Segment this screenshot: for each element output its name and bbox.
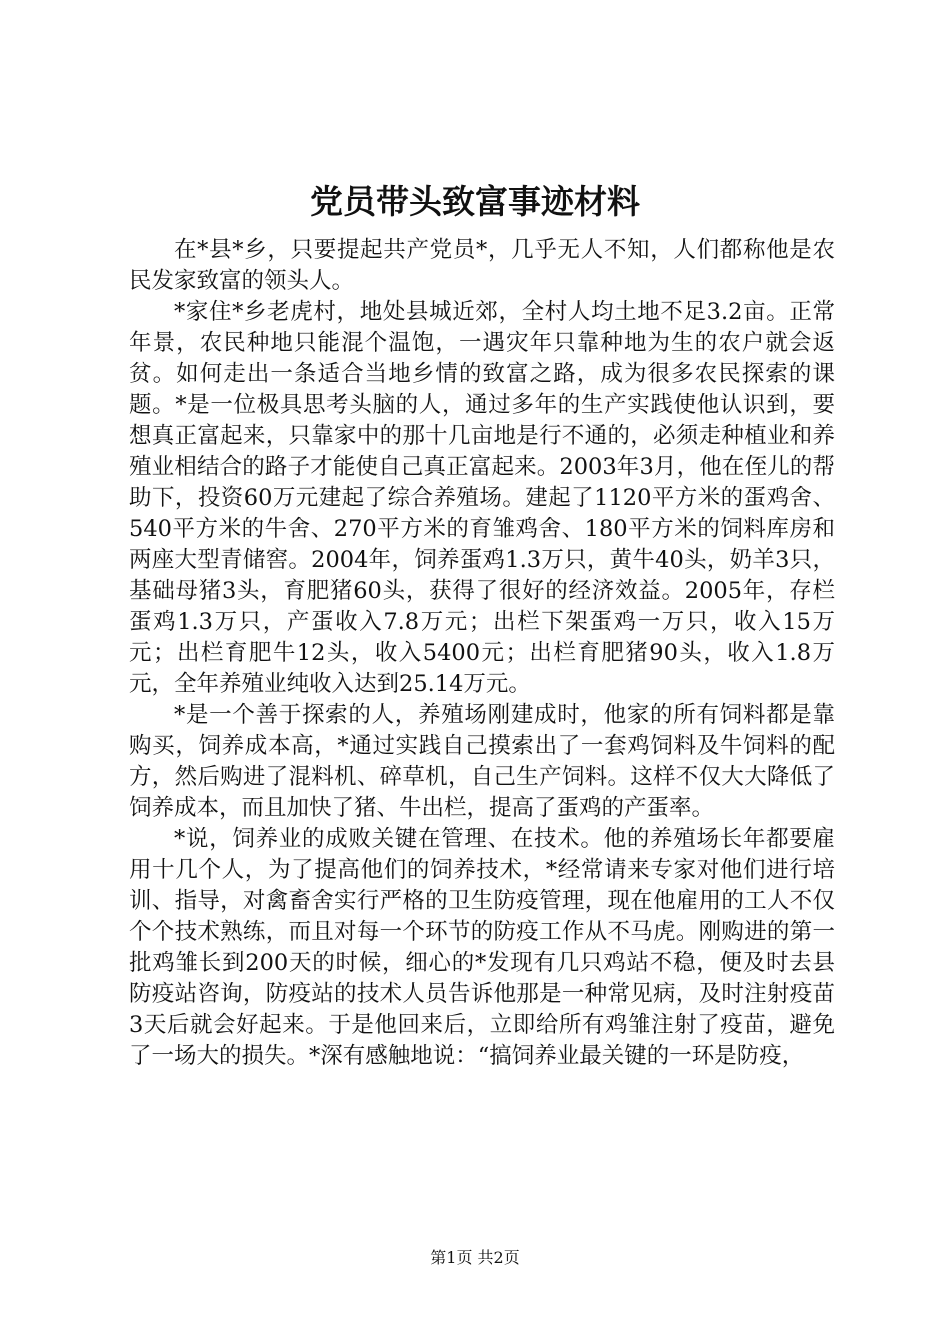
document-title: 党员带头致富事迹材料 <box>310 182 640 221</box>
paragraph: *说，饲养业的成败关键在管理、在技术。他的养殖场长年都要雇用十几个人，为了提高他们的饲养技术，*经常请来专家对他们进行培训、指导，对禽畜舍实行严格的卫生防疫管理，现在他雇用的工人不仅个个技术熟练，而且对每一个环节的防疫工作从不马虎。刚购进的第一批鸡雏长到200天的时候，细心的*发现有几只鸡站不稳，便及时去县防疫站咨询，防疫站的技术人员告诉他那是一种常见病，及时注射疫苗3天后就会好起来。于是他回来后，立即给所有鸡雏注射了疫苗，避免了一场大的损失。*深有感触地说：“搞饲养业最关键的一环是防疫， <box>129 826 835 1069</box>
paragraph: *是一个善于探索的人，养殖场刚建成时，他家的所有饲料都是靠购买，饲养成本高，*通过实践自己摸索出了一套鸡饲料及牛饲料的配方，然后购进了混料机、碎草机，自己生产饲料。这样不仅大大降低了饲养成本，而且加快了猪、牛出栏，提高了蛋鸡的产蛋率。 <box>129 702 835 821</box>
page-number-footer: 第1页 共2页 <box>430 1248 520 1267</box>
paragraph: *家住*乡老虎村，地处县城近郊，全村人均土地不足3.2亩。正常年景，农民种地只能混个温饱，一遇灾年只靠种地为生的农户就会返贫。如何走出一条适合当地乡情的致富之路，成为很多农民探索的课题。*是一位极具思考头脑的人，通过多年的生产实践使他认识到，要想真正富起来，只靠家中的那十几亩地是行不通的，必须走种植业和养殖业相结合的路子才能使自己真正富起来。2003年3月，他在侄儿的帮助下，投资60万元建起了综合养殖场。建起了1120平方米的蛋鸡舍、540平方米的牛舍、270平方米的育雏鸡舍、180平方米的饲料库房和两座大型青储窖。2004年，饲养蛋鸡1.3万只，黄牛40头，奶羊3只，基础母猪3头，育肥猪60头，获得了很好的经济效益。2005年，存栏蛋鸡1.3万只，产蛋收入7.8万元；出栏下架蛋鸡一万只，收入15万元；出栏育肥牛12头，收入5400元；出栏育肥猪90头，收入1.8万元，全年养殖业纯收入达到25.14万元。 <box>129 299 835 697</box>
paragraph: 在*县*乡，只要提起共产党员*，几乎无人不知，人们都称他是农民发家致富的领头人。 <box>129 237 835 294</box>
document-body <box>129 235 835 1072</box>
